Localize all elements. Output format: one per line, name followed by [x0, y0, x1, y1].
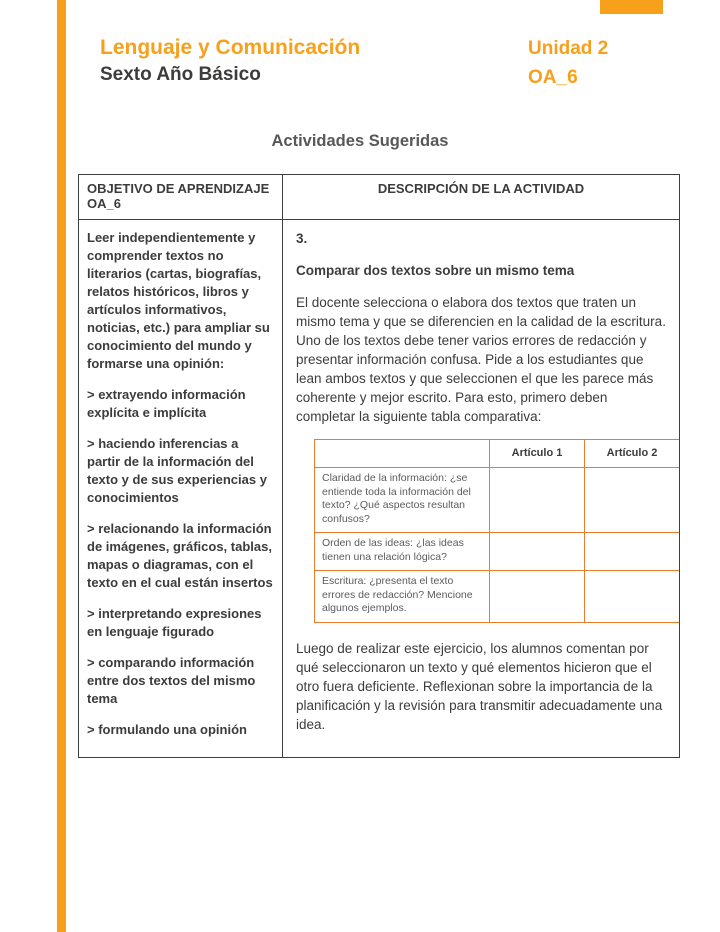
comparison-answer-cell: [585, 533, 680, 571]
objective-bullet-3: > relacionando la información de imágenes, gráficos, tablas, mapas o diagramas, con el texto en el cual están insertos: [87, 521, 273, 590]
comparison-criterion-orden: Orden de las ideas: ¿las ideas tienen una relación lógica?: [315, 533, 490, 571]
comparison-row-claridad: [315, 468, 680, 533]
comparison-empty-header-cell: [315, 440, 490, 468]
comparison-header-articulo-2: Artículo 2: [585, 440, 680, 468]
activities-table-body-row: [79, 220, 680, 758]
comparison-row-orden: [315, 533, 680, 571]
header-right: [528, 38, 608, 89]
top-right-accent-bar: [600, 0, 663, 14]
objective-bullet-4: > interpretando expresiones en lenguaje figurado: [87, 606, 262, 639]
comparison-table: [314, 439, 680, 623]
grade-title: Sexto Año Básico: [100, 64, 261, 85]
comparison-answer-cell: [490, 468, 585, 533]
page-title: Actividades Sugeridas: [271, 132, 449, 150]
activities-table-header-row: [79, 175, 680, 220]
objective-column-header: OBJETIVO DE APRENDIZAJE OA_6: [79, 175, 283, 220]
activity-paragraph-1: El docente selecciona o elabora dos textos que traten un mismo tema y que se diferencien en la calidad de la escritura. Uno de los textos debe tener varios errores de redacción y presentar información confusa. Pide a los estudiantes que lean ambos textos y que seleccionen el que les parece más coherente y mejor escrito. Para esto, primero deben completar la siguiente tabla comparativa:: [296, 295, 666, 424]
activity-number: 3.: [296, 231, 308, 246]
comparison-header-row: [315, 440, 680, 468]
activity-subtitle: Comparar dos textos sobre un mismo tema: [296, 263, 575, 278]
objective-bullet-5: > comparando información entre dos textos del mismo tema: [87, 655, 256, 706]
activity-cell: [283, 220, 680, 758]
objective-bullet-6: > formulando una opinión: [87, 722, 247, 737]
comparison-answer-cell: [490, 571, 585, 623]
comparison-answer-cell: [585, 571, 680, 623]
page-header: [100, 36, 660, 86]
objective-cell: [79, 220, 283, 758]
comparison-answer-cell: [490, 533, 585, 571]
oa-label: OA_6: [528, 67, 578, 88]
comparison-criterion-claridad: Claridad de la información: ¿se entiende toda la información del texto? ¿Qué aspectos resultan confusos?: [315, 468, 490, 533]
subject-title: Lenguaje y Comunicación: [100, 36, 361, 59]
activities-table: [78, 174, 680, 758]
objective-bullet-1: > extrayendo información explícita e implícita: [87, 387, 246, 420]
comparison-header-articulo-1: Artículo 1: [490, 440, 585, 468]
comparison-row-escritura: [315, 571, 680, 623]
comparison-answer-cell: [585, 468, 680, 533]
description-column-header: DESCRIPCIÓN DE LA ACTIVIDAD: [283, 175, 680, 220]
unit-label: Unidad 2: [528, 38, 609, 59]
activity-paragraph-2: Luego de realizar este ejercicio, los alumnos comentan por qué seleccionaron un texto y qué elementos hicieron que el otro fuera deficiente. Reflexionan sobre la importancia de la planificación y la revisión para transmitir adecuadamente una idea.: [296, 640, 663, 732]
comparison-criterion-escritura: Escritura: ¿presenta el texto errores de redacción? Mencione algunos ejemplos.: [315, 571, 490, 623]
objective-intro: Leer independientemente y comprender textos no literarios (cartas, biografías, relatos históricos, libros y artículos informativos, noticias, etc.) para ampliar su conocimiento del mundo y formarse una opinión:: [87, 230, 270, 371]
objective-bullet-2: > haciendo inferencias a partir de la información del texto y de sus experiencias y conocimientos: [87, 436, 267, 505]
